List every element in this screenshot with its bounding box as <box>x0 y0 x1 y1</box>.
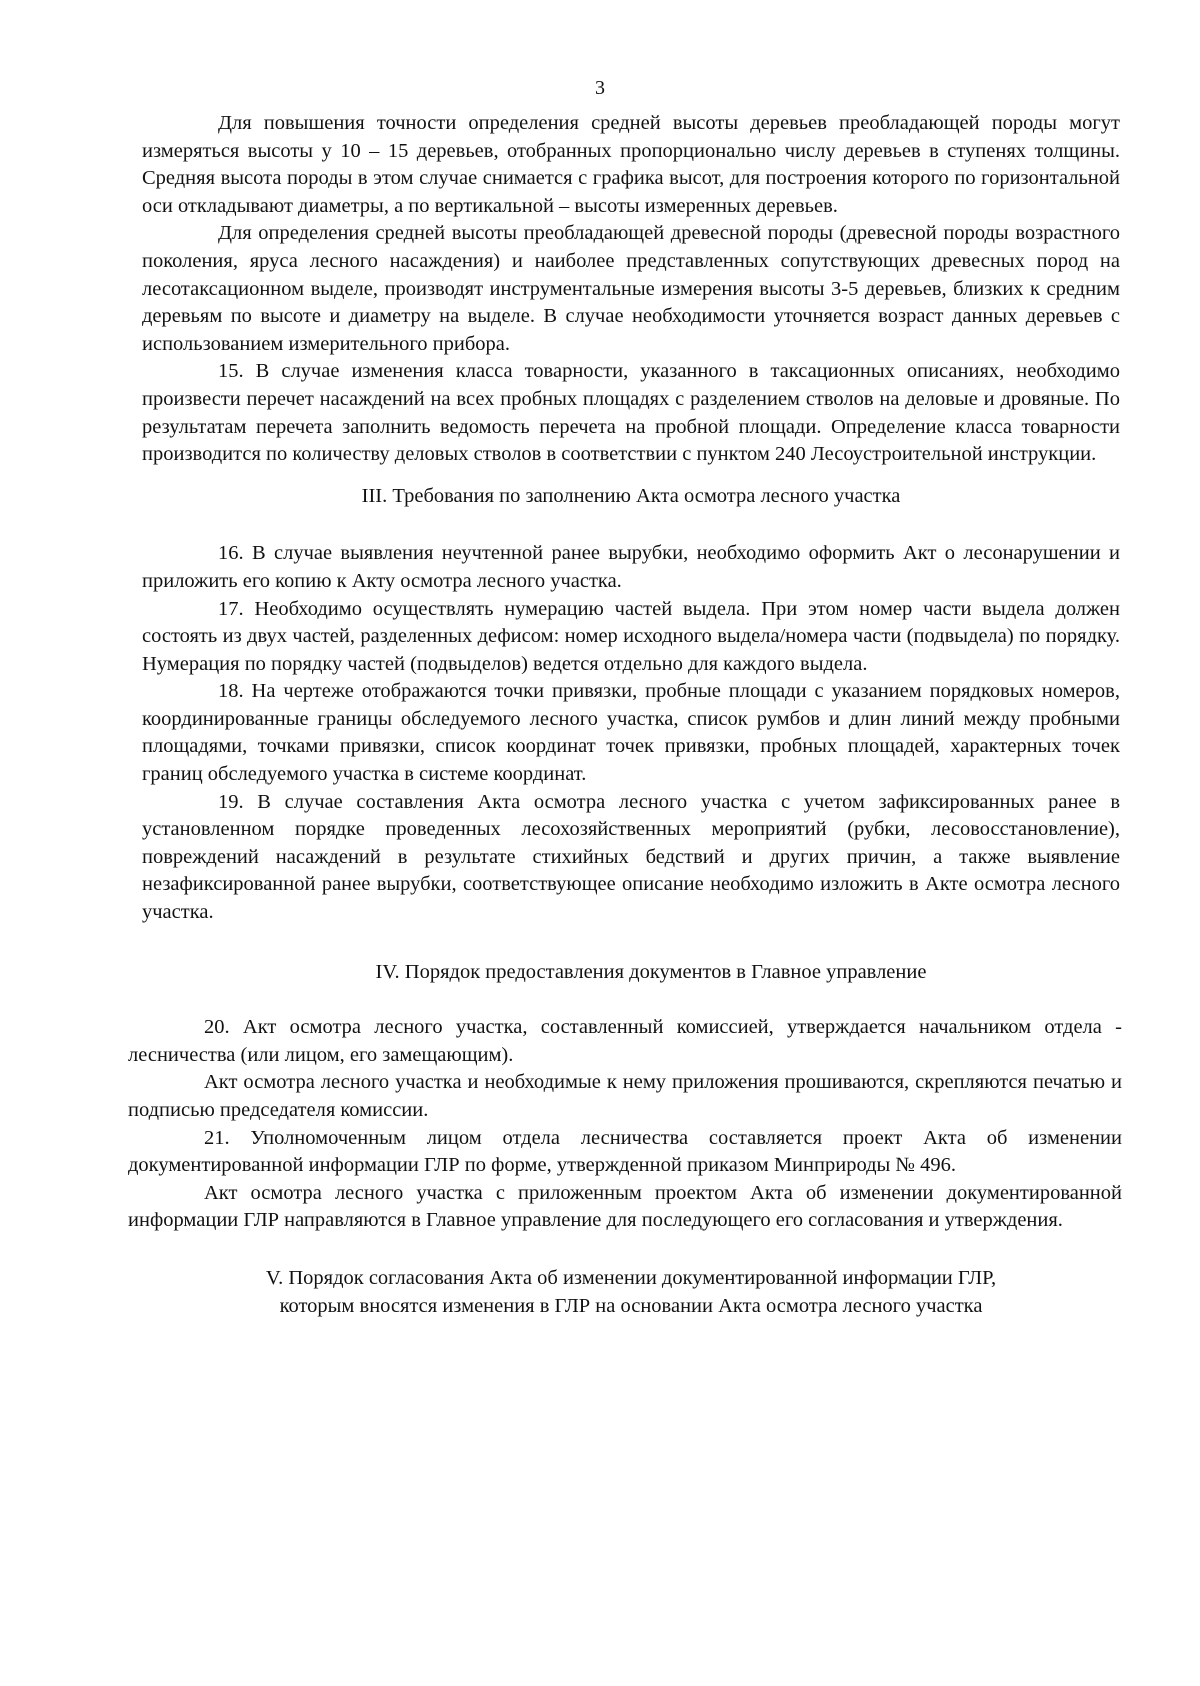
page-number: 3 <box>595 77 605 99</box>
document-body <box>128 110 1122 1320</box>
paragraph-20: 20. Акт осмотра лесного участка, составленный комиссией, утверждается начальником отдела - лесничества (или лицом, его замещающим). <box>128 1016 1122 1066</box>
paragraph-act-submission: Акт осмотра лесного участка с приложенным проектом Акта об изменении документированной информации ГЛР направляются в Главное управление для последующего его согласования и утверждения. <box>128 1181 1122 1232</box>
paragraph-average-height-graph: Для повышения точности определения средней высоты деревьев преобладающей породы могут измеряться высоты у 10 – 15 деревьев, отобранных пропорционально числу деревьев в ступенях толщины. Средняя высота породы в этом случае снимается с графика высот, для построения которого по горизонтальной оси откладывают диаметры, а по вертикальной – высоты измеренных деревьев. <box>142 112 1120 217</box>
paragraph-17: 17. Необходимо осуществлять нумерацию частей выдела. При этом номер части выдела должен состоять из двух частей, разделенных дефисом: номер исходного выдела/номера части (подвыдела) по порядку. Нумерация по порядку частей (подвыделов) ведется отдельно для каждого выдела. <box>142 597 1120 675</box>
paragraph-21: 21. Уполномоченным лицом отдела лесничества составляется проект Акта об изменении документированной информации ГЛР по форме, утвержденной приказом Минприроды № 496. <box>128 1126 1122 1177</box>
section-heading-v-line1: V. Порядок согласования Акта об изменении документированной информации ГЛР, <box>265 1266 997 1289</box>
paragraph-act-binding: Акт осмотра лесного участка и необходимые к нему приложения прошиваются, скрепляются печатью и подписью председателя комиссии. <box>128 1071 1122 1121</box>
paragraph-18: 18. На чертеже отображаются точки привязки, пробные площади с указанием порядковых номеров, координированные границы обследуемого лесного участка, список румбов и длин линий между пробными площадями, точками привязки, список координат точек привязки, пробных площадей, характерных точек границ обследуемого участка в системе координат. <box>142 680 1120 786</box>
paragraph-average-height-measurement: Для определения средней высоты преобладающей древесной породы (древесной породы возрастного поколения, яруса лесного насаждения) и наиболее представленных сопутствующих древесных пород на лесотаксационном выделе, производят инструментальные измерения высоты 3-5 деревьев, близких к средним деревьям по высоте и диаметру на выделе. В случае необходимости уточняется возраст данных деревьев с использованием измерительного прибора. <box>142 222 1120 355</box>
section-heading-iv: IV. Порядок предоставления документов в Главное управление <box>375 960 927 983</box>
paragraph-15: 15. В случае изменения класса товарности, указанного в таксационных описаниях, необходимо произвести перечет насаждений на всех пробных площадях с разделением стволов на деловые и дровяные. По результатам перечета заполнить ведомость перечета на пробной площади. Определение класса товарности производится по количеству деловых стволов в соответствии с пунктом 240 Лесоустроительной инструкции. <box>142 360 1120 466</box>
paragraph-19: 19. В случае составления Акта осмотра лесного участка с учетом зафиксированных ранее в установленном порядке проведенных лесохозяйственных мероприятий (рубки, лесовосстановление), повреждений насаждений в результате стихийных бедствий и других причин, а также выявление незафиксированной ранее вырубки, соответствующее описание необходимо изложить в Акте осмотра лесного участка. <box>142 790 1120 924</box>
paragraph-16: 16. В случае выявления неучтенной ранее вырубки, необходимо оформить Акт о лесонарушении и приложить его копию к Акту осмотра лесного участка. <box>142 542 1120 592</box>
section-heading-iii: III. Требования по заполнению Акта осмотра лесного участка <box>361 484 901 507</box>
section-heading-v-line2: которым вносятся изменения в ГЛР на основании Акта осмотра лесного участка <box>279 1294 983 1317</box>
